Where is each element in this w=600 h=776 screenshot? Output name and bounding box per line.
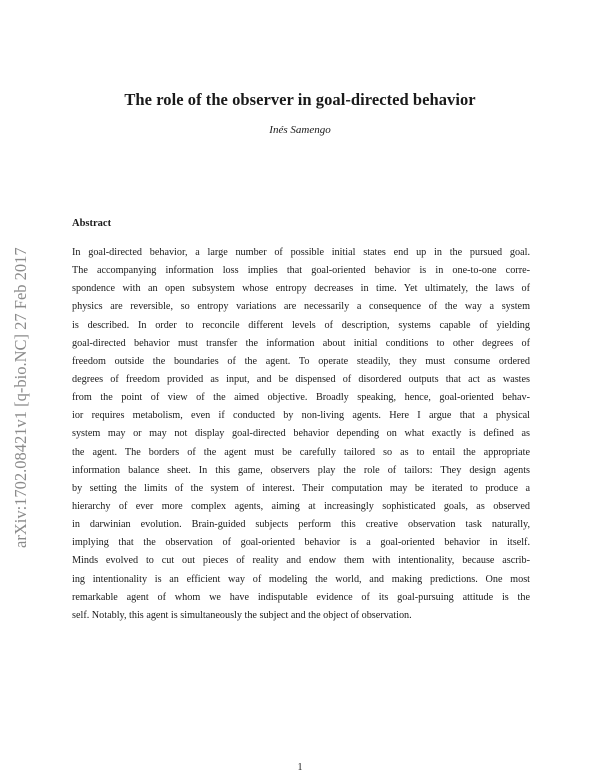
abstract-heading: Abstract [72, 218, 112, 229]
abstract-body [72, 244, 530, 625]
arxiv-identifier-text: arXiv:1702.08421v1 [q-bio.NC] 27 Feb 2017 [11, 247, 30, 548]
abstract-line: the agent. The borders of the agent must be carefully tailored so as to entail the appropriate [72, 446, 530, 458]
abstract-line: remarkable agent of whom we have indisputable evidence of its goal-pursuing attitude is the [72, 591, 530, 603]
abstract-line: hierarchy of ever more complex agents, aiming at increasingly sophisticated goals, as observed [72, 500, 530, 512]
abstract-line: Minds evolved to cut out pieces of reality and endow them with intentionality, because ascrib- [72, 555, 530, 567]
abstract-line: in darwinian evolution. Brain-guided subjects perform this creative observation task naturally, [72, 519, 530, 531]
abstract-line: is described. In order to reconcile different levels of description, systems capable of yielding [72, 319, 530, 331]
abstract-line: ior requires metabolism, even if conducted by non-living agents. Here I argue that a physical [72, 410, 530, 422]
paper-author: Inés Samengo [269, 124, 331, 136]
abstract-line: implying that the observation of goal-oriented behavior is a goal-oriented behavior in itself. [72, 537, 530, 549]
abstract-line: physics are reversible, so entropy variations are necessarily a consequence of the way a system [72, 301, 530, 313]
paper-title: The role of the observer in goal-directed behavior [124, 90, 476, 109]
abstract-line: The accompanying information loss implies that goal-oriented behavior is in one-to-one corre- [72, 265, 530, 277]
abstract-line: system may or may not display goal-directed behavior depending on what exactly is defined as [72, 428, 530, 440]
page-number: 1 [297, 762, 303, 773]
abstract-line: degrees of freedom provided as input, and be dispensed of disordered outputs that act as wastes [72, 373, 530, 385]
abstract-line: In goal-directed behavior, a large number of possible initial states end up in the pursued goal. [72, 247, 530, 258]
abstract-line: ing intentionality is an efficient way of modeling the world, and making predictions. One most [72, 573, 530, 585]
abstract-line: information balance sheet. In this game, observers play the role of tailors: They design agents [72, 464, 530, 476]
abstract-line: by setting the limits of the system of interest. Their computation may be iterated to produce a [72, 482, 530, 494]
abstract-line: goal-directed behavior must transfer the information about initial conditions to other degrees of [72, 337, 530, 349]
arxiv-identifier-stamp [10, 178, 32, 548]
abstract-line: from the point of view of the aimed objective. Broadly speaking, hence, goal-oriented behav- [72, 392, 530, 404]
abstract-line: freedom outside the boundaries of the agent. To operate steadily, they must consume ordered [72, 355, 530, 367]
abstract-line: spondence with an open subsystem whose entropy decreases in time. Yet ultimately, the laws of [72, 283, 530, 295]
abstract-line: self. Notably, this agent is simultaneously the subject and the object of observation. [72, 609, 412, 621]
